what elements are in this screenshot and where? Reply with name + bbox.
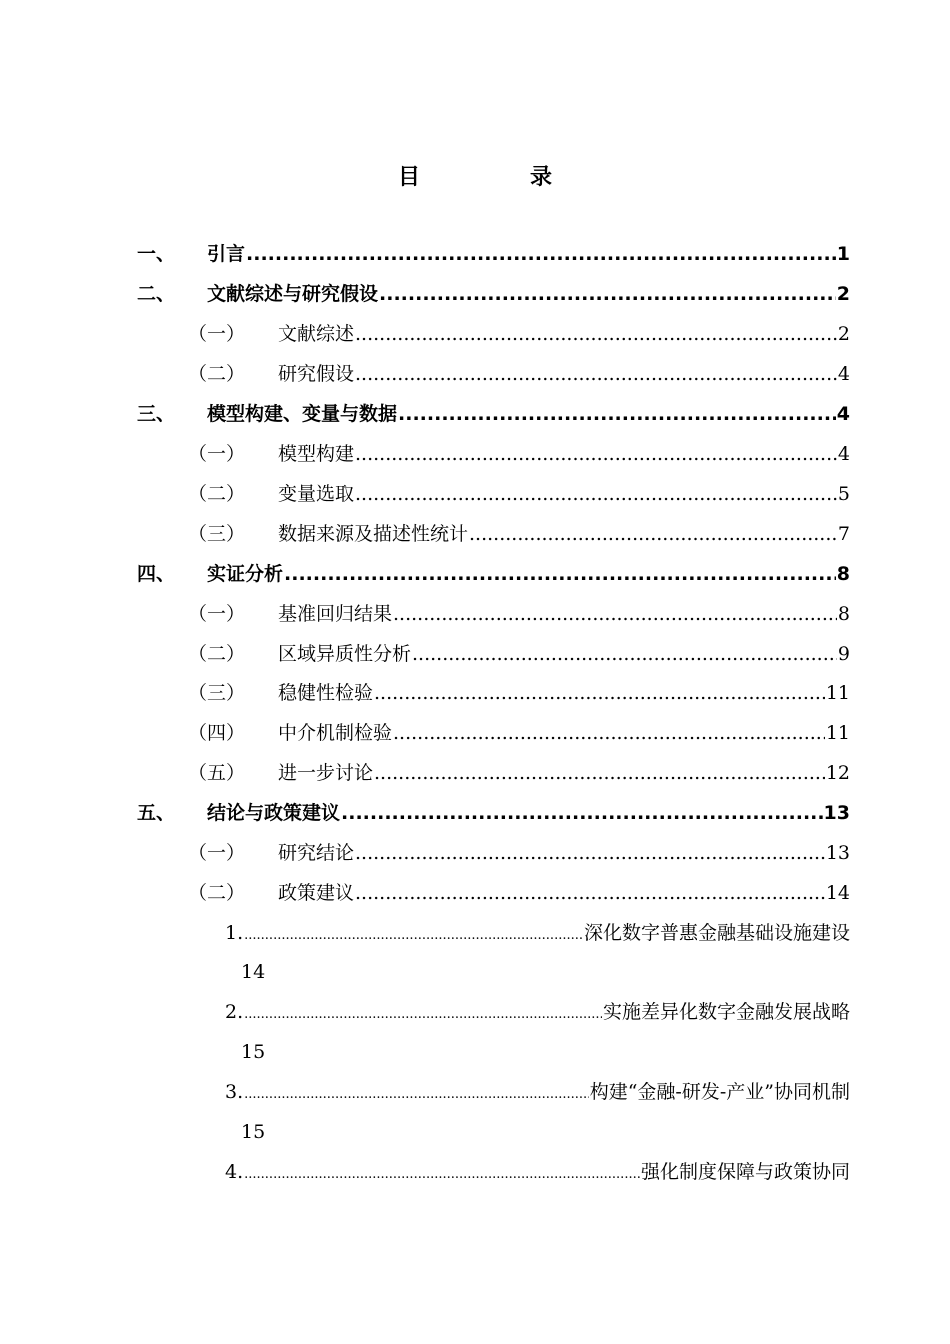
- toc-title: 目 录: [397, 165, 596, 190]
- toc-entry[interactable]: [188, 600, 850, 628]
- toc-entry-number: 一、: [137, 243, 176, 265]
- toc-entry-title: 数据来源及描述性统计: [278, 523, 469, 545]
- toc-entry-title: 结论与政策建议: [207, 802, 341, 824]
- toc-entry[interactable]: [188, 839, 850, 867]
- toc-entry-number: 五、: [137, 802, 176, 824]
- toc-subentry-title: 实施差异化数字金融发展战略: [602, 1001, 850, 1023]
- toc-entry-page: 8: [836, 563, 850, 585]
- toc-entry-page: 2: [836, 283, 850, 305]
- toc-entry[interactable]: [188, 719, 850, 747]
- toc-entry-page: 11: [825, 682, 850, 704]
- toc-entry[interactable]: [188, 879, 850, 907]
- toc-entry[interactable]: [137, 240, 850, 268]
- toc-entry[interactable]: [188, 759, 850, 787]
- toc-leader-dots: [244, 1161, 640, 1189]
- toc-entry[interactable]: [137, 560, 850, 588]
- toc-entry-title: 研究结论: [278, 842, 355, 864]
- toc-subentry-title: 构建“金融-研发-产业”协同机制: [589, 1081, 850, 1103]
- toc-leader-dots: [374, 759, 825, 787]
- toc-subentry-title: 强化制度保障与政策协同: [640, 1161, 850, 1183]
- toc-leader-dots: [393, 719, 825, 747]
- toc-leader-dots: [355, 320, 837, 348]
- toc-entry-page: 5: [837, 483, 850, 505]
- toc-subentry[interactable]: [225, 1078, 850, 1106]
- toc-entry-number: （二）: [188, 483, 246, 505]
- toc-entry-number: （一）: [188, 323, 246, 345]
- toc-entry-title: 文献综述: [278, 323, 355, 345]
- toc-entry[interactable]: [188, 480, 850, 508]
- toc-entry-title: 实证分析: [207, 563, 284, 585]
- toc-entry-number: （一）: [188, 842, 246, 864]
- toc-entry-number: 三、: [137, 403, 176, 425]
- toc-entry-number: 四、: [137, 563, 176, 585]
- toc-entry-title: 区域异质性分析: [278, 643, 412, 665]
- toc-entry-page: 8: [837, 603, 850, 625]
- toc-entry-number: （三）: [188, 682, 246, 704]
- toc-entry-page: 13: [823, 802, 850, 824]
- toc-entry-page: 1: [836, 243, 850, 265]
- toc-subentry-number: 4.: [225, 1161, 244, 1183]
- toc-entry[interactable]: [188, 640, 850, 668]
- toc-entry-title: 引言: [207, 243, 246, 265]
- toc-leader-dots: [355, 360, 837, 388]
- toc-entry-page: 13: [825, 842, 850, 864]
- toc-leader-dots: [246, 240, 836, 268]
- toc-entry-title: 研究假设: [278, 363, 355, 385]
- toc-entry-title: 变量选取: [278, 483, 355, 505]
- toc-subentry-number: 1.: [225, 922, 244, 944]
- toc-entry-page: 11: [825, 722, 850, 744]
- toc-leader-dots: [355, 480, 837, 508]
- toc-leader-dots: [355, 440, 837, 468]
- toc-subentry-number: 3.: [225, 1081, 244, 1103]
- toc-leader-dots: [284, 560, 836, 588]
- toc-entry[interactable]: [188, 320, 850, 348]
- toc-subentry-number: 2.: [225, 1001, 244, 1023]
- toc-entry[interactable]: [137, 280, 850, 308]
- toc-entry-number: （二）: [188, 643, 246, 665]
- toc-entry[interactable]: [188, 440, 850, 468]
- toc-entry-page: 7: [837, 523, 850, 545]
- toc-leader-dots: [374, 679, 825, 707]
- toc-leader-dots: [355, 879, 825, 907]
- toc-entry-page: 12: [825, 762, 850, 784]
- toc-subentry[interactable]: [225, 919, 850, 947]
- toc-entry[interactable]: [188, 520, 850, 548]
- toc-entry-title: 文献综述与研究假设: [207, 283, 379, 305]
- toc-entry-title: 稳健性检验: [278, 682, 374, 704]
- toc-leader-dots: [398, 400, 836, 428]
- toc-leader-dots: [379, 280, 836, 308]
- toc-entry-title: 政策建议: [278, 882, 355, 904]
- toc-entry-page: 4: [837, 363, 850, 385]
- toc-entry-number: （二）: [188, 363, 246, 385]
- toc-subentry-title: 深化数字普惠金融基础设施建设: [583, 922, 850, 944]
- toc-entry-number: （一）: [188, 603, 246, 625]
- toc-entry-title: 模型构建、变量与数据: [207, 403, 398, 425]
- toc-entry-title: 模型构建: [278, 443, 355, 465]
- toc-entry-page: 4: [836, 403, 850, 425]
- toc-leader-dots: [393, 600, 837, 628]
- toc-entry[interactable]: [137, 400, 850, 428]
- toc-leader-dots: [341, 799, 823, 827]
- toc-subentry-page: 15: [241, 1041, 266, 1063]
- toc-entry-page: 2: [837, 323, 850, 345]
- toc-entry[interactable]: [188, 679, 850, 707]
- toc-leader-dots: [355, 839, 825, 867]
- toc-leader-dots: [469, 520, 837, 548]
- toc-leader-dots: [412, 640, 837, 668]
- toc-subentry[interactable]: [225, 1158, 850, 1186]
- toc-leader-dots: [244, 922, 583, 950]
- toc-entry-number: 二、: [137, 283, 176, 305]
- toc-subentry-page: 14: [241, 961, 266, 983]
- toc-entry-title: 进一步讨论: [278, 762, 374, 784]
- toc-entry-number: （三）: [188, 523, 246, 545]
- toc-entry-page: 14: [825, 882, 850, 904]
- toc-entry-title: 中介机制检验: [278, 722, 393, 744]
- toc-entry-number: （一）: [188, 443, 246, 465]
- toc-entry-number: （四）: [188, 722, 246, 744]
- toc-entry-page: 4: [837, 443, 850, 465]
- toc-subentry[interactable]: [225, 998, 850, 1026]
- toc-entry[interactable]: [137, 799, 850, 827]
- toc-entry[interactable]: [188, 360, 850, 388]
- toc-entry-number: （五）: [188, 762, 246, 784]
- toc-leader-dots: [244, 1001, 602, 1029]
- toc-entry-page: 9: [837, 643, 850, 665]
- toc-subentry-page: 15: [241, 1121, 266, 1143]
- toc-entry-number: （二）: [188, 882, 246, 904]
- toc-entry-title: 基准回归结果: [278, 603, 393, 625]
- toc-leader-dots: [244, 1081, 589, 1109]
